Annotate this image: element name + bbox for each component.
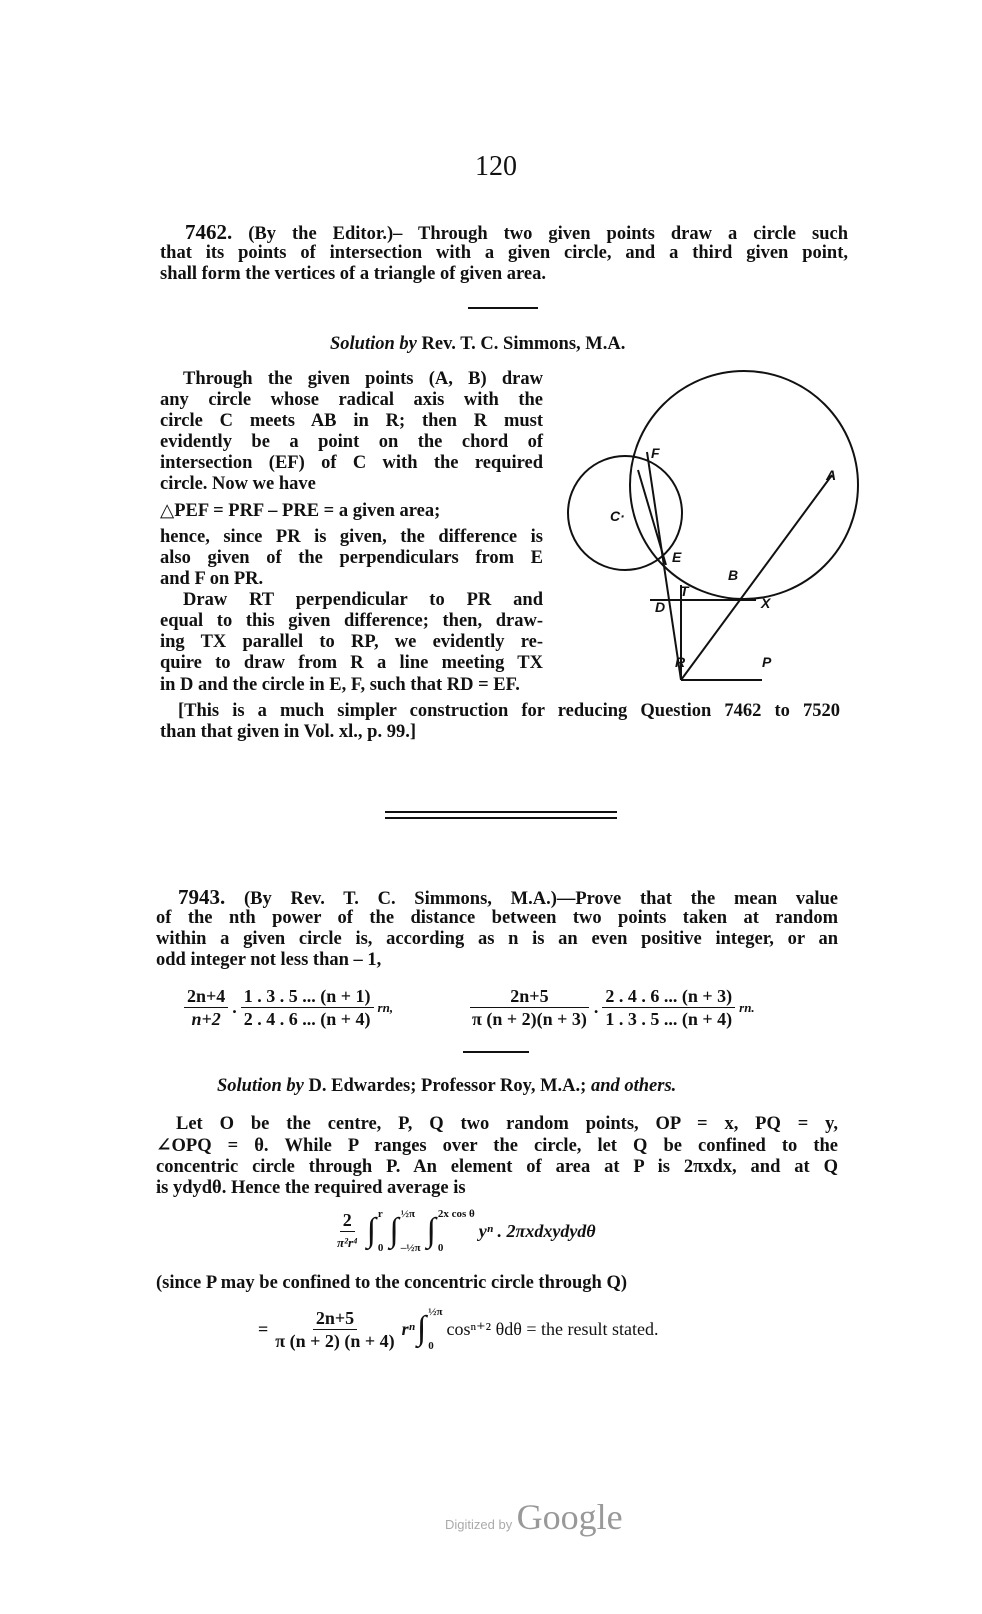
average-integral: $\frac{2}{\text{π²r⁴}}$ ∫ r 0 ∫ ½π –½π ∫ 2x cos θ 0 yⁿ . 2πxdxydydθ xyxy=(337,1208,596,1254)
label-x: X xyxy=(761,595,771,611)
text-line: quire to draw from R a line meeting TX xyxy=(160,653,543,673)
label-f: F xyxy=(651,445,660,461)
text-line: in D and the circle in E, F, such that RD = EF. xyxy=(160,675,520,695)
page-number: 120 xyxy=(475,151,517,182)
text-line: and F on PR. xyxy=(160,569,264,589)
label-p: P xyxy=(762,654,772,670)
question-text: within a given circle is, according as n is an even positive integer, or an xyxy=(156,929,838,949)
equation: △PEF = PRF – PRE = a given area; xyxy=(160,501,441,521)
text-line: circle. Now we have xyxy=(160,474,316,494)
google-watermark: Digitized by Google xyxy=(445,1497,623,1537)
question-text: (By the Editor.)– Through two given points draw a circle such xyxy=(248,224,848,244)
question-text: of the nth power of the distance between two points taken at random xyxy=(156,908,838,928)
question-text: that its points of intersection with a given circle, and a third given point, xyxy=(160,243,848,263)
label-a: A xyxy=(826,467,837,483)
question-number: 7943. xyxy=(178,885,226,909)
label-t: T xyxy=(680,583,689,599)
text-line: hence, since PR is given, the difference is xyxy=(160,527,543,547)
divider xyxy=(463,1051,529,1053)
text-line: Let O be the centre, P, Q two random points, OP = x, PQ = y, xyxy=(176,1114,838,1134)
formula-even: $\frac{2n+4}{n+2}$ . $\frac{1 . 3 . 5 ... (n + 1)}{2 . 4 . 6 ... (n + 4)}$ rn, xyxy=(180,985,393,1030)
question-text: shall form the vertices of a triangle of given area. xyxy=(160,264,547,284)
text-line: also given of the perpendiculars from E xyxy=(160,548,543,568)
note-line: [This is a much simpler construction for reducing Question 7462 to 7520 xyxy=(178,701,840,721)
text-line: ing TX parallel to RP, we evidently re- xyxy=(160,632,543,652)
label-b: B xyxy=(728,567,739,583)
formula-odd: $\frac{2n+5}{\pi (n + 2)(n + 3)}$ . $\frac{2 . 4 . 6 ... (n + 3)}{1 . 3 . 5 ... (n + 4)}$ rn. xyxy=(472,986,755,1029)
solution-heading: Solution by Rev. T. C. Simmons, M.A. xyxy=(330,334,626,354)
text-line: ∠OPQ = θ. While P ranges over the circle, let Q be confined to the xyxy=(156,1136,838,1156)
text-line: concentric circle through P. An element of area at P is 2πxdx, and at Q xyxy=(156,1157,838,1177)
given-circle-c xyxy=(568,456,682,570)
text-line: any circle whose radical axis with the xyxy=(160,390,543,410)
text-line: equal to this given difference; then, draw- xyxy=(160,611,543,631)
question-number: 7462. xyxy=(185,220,233,244)
section-divider-top xyxy=(385,811,617,813)
question-7943-line: 7943. (By Rev. T. C. Simmons, M.A.)—Prove that the mean value xyxy=(178,885,838,909)
text-line: circle C meets AB in R; then R must xyxy=(160,411,543,431)
text-line: is ydydθ. Hence the required average is xyxy=(156,1178,466,1198)
question-text: odd integer not less than – 1, xyxy=(156,950,382,970)
label-r: R xyxy=(675,654,686,670)
geometry-diagram xyxy=(0,0,982,760)
text-line: (since P may be confined to the concentric circle through Q) xyxy=(156,1273,627,1293)
text-line: Draw RT perpendicular to PR and xyxy=(183,590,543,610)
label-c: C· xyxy=(610,508,625,524)
solution-heading: Solution by D. Edwardes; Professor Roy, M.A.; and others. xyxy=(217,1076,677,1096)
text-line: evidently be a point on the chord of xyxy=(160,432,543,452)
result-formula: = $\frac{2n+5}{\pi (n + 2) (n + 4)}$ rⁿ ∫ ½π 0 cosⁿ⁺² θdθ = the result stated. xyxy=(258,1306,659,1352)
label-e: E xyxy=(672,549,682,565)
text-line: intersection (EF) of C with the required xyxy=(160,453,543,473)
section-divider-bottom xyxy=(385,817,617,819)
label-d: D xyxy=(655,599,666,615)
note-line: than that given in Vol. xl., p. 99.] xyxy=(160,722,416,742)
text-line: Through the given points (A, B) draw xyxy=(183,369,543,389)
